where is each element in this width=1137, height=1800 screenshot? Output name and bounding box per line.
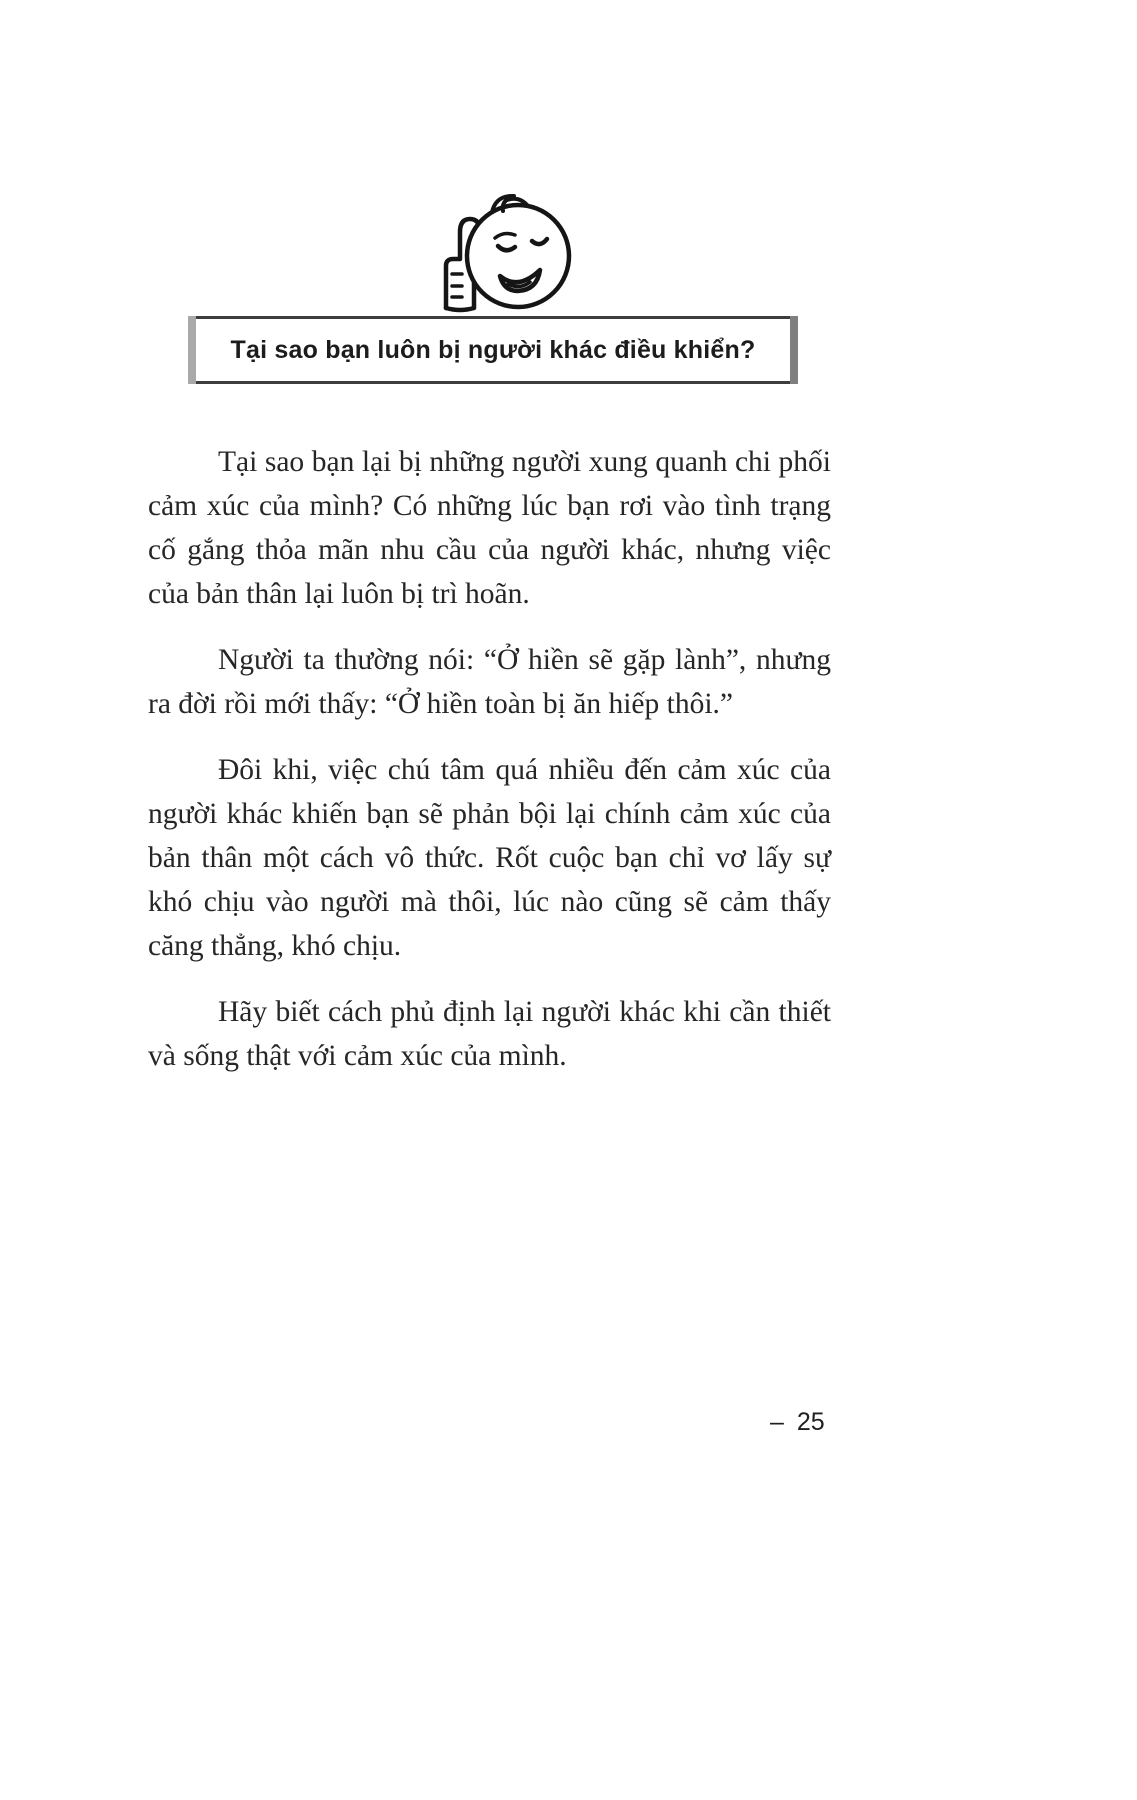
paragraph: Hãy biết cách phủ định lại người khác khi cần thiết và sống thật với cảm xúc của mình. bbox=[148, 996, 831, 1072]
paragraph: Tại sao bạn lại bị những người xung quanh chi phối cảm xúc của mình? Có những lúc bạn rơi vào tình trạng cố gắng thỏa mãn nhu cầu của người khác, nhưng việc của bản thân lại luôn bị trì hoãn. bbox=[148, 446, 831, 610]
chapter-icon-row bbox=[196, 186, 790, 314]
winking-face-thumbs-up-icon bbox=[412, 186, 574, 314]
paragraph: Người ta thường nói: “Ở hiền sẽ gặp lành”, nhưng ra đời rồi mới thấy: “Ở hiền toàn bị ăn hiếp thôi.” bbox=[148, 644, 831, 720]
page-number-dash: – bbox=[770, 1408, 784, 1436]
chapter-body bbox=[148, 440, 831, 1078]
chapter-title: Tại sao bạn luôn bị người khác điều khiển? bbox=[230, 336, 756, 364]
chapter-title-box bbox=[196, 316, 790, 384]
paragraph: Đôi khi, việc chú tâm quá nhiều đến cảm xúc của người khác khiến bạn sẽ phản bội lại chính cảm xúc của bản thân một cách vô thức. Rốt cuộc bạn chỉ vơ lấy sự khó chịu vào người mà thôi, lúc nào cũng sẽ cảm thấy căng thẳng, khó chịu. bbox=[148, 754, 831, 962]
page-number bbox=[770, 1408, 825, 1437]
page-number-value: 25 bbox=[796, 1408, 825, 1436]
